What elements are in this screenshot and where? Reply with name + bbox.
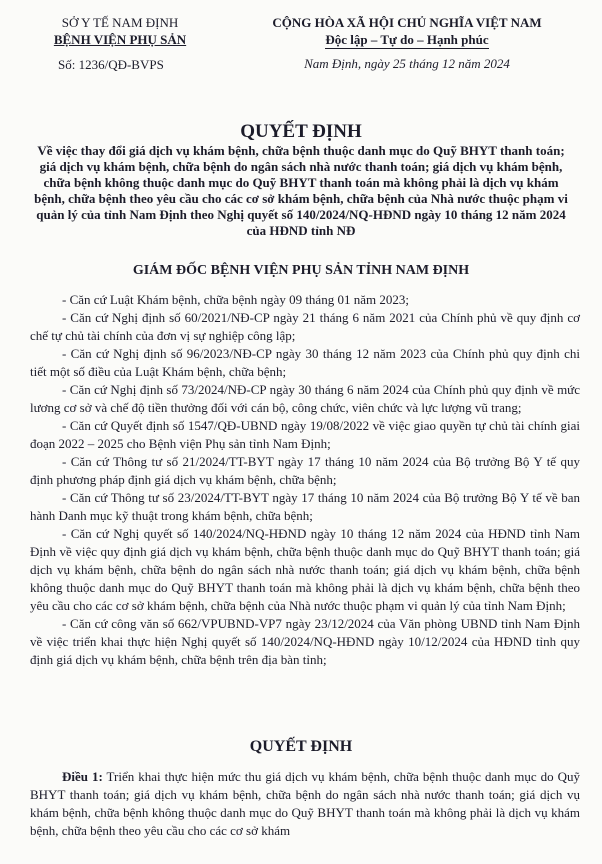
legal-basis [30, 291, 580, 669]
basis-item: - Căn cứ Nghị định số 60/2021/NĐ-CP ngày 21 tháng 6 năm 2021 của Chính phủ về quy định cơ chế tự chủ tài chính của đơn vị sự nghiệp công lập; [30, 310, 580, 343]
basis-item: - Căn cứ công văn số 662/VPUBND-VP7 ngày 23/12/2024 của Văn phòng UBND tỉnh Nam Định về việc triển khai thực hiện Nghị quyết số 140/2024/NQ-HĐND ngày 10/12/2024 của HĐND tỉnh quy định giá dịch vụ khám bệnh, chữa bệnh trên địa bàn tỉnh; [30, 616, 580, 667]
basis-item: - Căn cứ Nghị quyết số 140/2024/NQ-HĐND ngày 10 tháng 12 năm 2024 của HĐND tỉnh Nam Định về việc quy định giá dịch vụ khám bệnh, chữa bệnh thuộc danh mục do Quỹ BHYT thanh toán; giá dịch vụ khám bệnh, chữa bệnh do ngân sách nhà nước thanh toán; giá dịch vụ khám bệnh, chữa bệnh không thuộc danh mục do Quỹ BHYT thanh toán mà không phải là dịch vụ khám bệnh, chữa bệnh theo yêu cầu cho các cơ sở khám bệnh, chữa bệnh của Nhà nước thuộc phạm vi quản lý của tỉnh Nam Định; [30, 526, 580, 613]
nation-name: CỘNG HÒA XÃ HỘI CHỦ NGHĨA VIỆT NAM [272, 15, 542, 30]
article-label: Điều 1: [62, 769, 103, 784]
article-paragraph [30, 768, 580, 840]
article-text: Triển khai thực hiện mức thu giá dịch vụ khám bệnh, chữa bệnh thuộc danh mục do Quỹ BHYT thanh toán; giá dịch vụ khám bệnh, chữa bệnh do ngân sách nhà nước thanh toán; giá dịch vụ khám bệnh, chữa bệnh không thuộc danh mục do Quỹ BHYT thanh toán mà không phải là dịch vụ khám bệnh, chữa bệnh theo yêu cầu cho các cơ sở khám [30, 769, 580, 838]
basis-item: - Căn cứ Thông tư số 23/2024/TT-BYT ngày 17 tháng 10 năm 2024 của Bộ trưởng Bộ Y tế về ban hành Danh mục kỹ thuật trong khám bệnh, chữa bệnh; [30, 490, 580, 523]
basis-item: - Căn cứ Luật Khám bệnh, chữa bệnh ngày 09 tháng 01 năm 2023; [62, 292, 409, 307]
organization-name: BỆNH VIỆN PHỤ SẢN [53, 32, 187, 47]
document-number: Số: 1236/QĐ-BVPS [58, 57, 164, 72]
decision-heading: QUYẾT ĐỊNH [249, 738, 353, 755]
document-title: QUYẾT ĐỊNH [240, 121, 362, 142]
document-subject: Về việc thay đổi giá dịch vụ khám bệnh, chữa bệnh thuộc danh mục do Quỹ BHYT thanh toán; giá dịch vụ khám bệnh, chữa bệnh do ngân sách nhà nước thanh toán; giá dịch vụ khám bệnh, chữa bệnh không thuộc danh mục do Quỹ BHYT thanh toán mà không phải là dịch vụ khám bệnh, chữa bệnh theo yêu cầu cho các cơ sở khám bệnh, chữa bệnh của Nhà nước thuộc phạm vi quản lý của tỉnh Nam Định theo Nghị quyết số 140/2024/NQ-HĐND ngày 10 tháng 12 năm 2024 của HĐND tỉnh NĐ [34, 143, 568, 238]
article-1 [30, 768, 580, 840]
issuing-authority [20, 14, 220, 73]
basis-item: - Căn cứ Nghị định số 96/2023/NĐ-CP ngày 30 tháng 12 năm 2023 của Chính phủ quy định chi tiết một số điều của Luật Khám bệnh, chữa bệnh; [30, 346, 580, 379]
motto-text: Độc lập – Tự do – Hạnh phúc [325, 32, 489, 47]
national-heading [222, 14, 592, 72]
basis-item: - Căn cứ Thông tư số 21/2024/TT-BYT ngày 17 tháng 10 năm 2024 của Bộ trưởng Bộ Y tế quy định phương pháp định giá dịch vụ khám bệnh, chữa bệnh; [30, 454, 580, 487]
place-date: Nam Định, ngày 25 tháng 12 năm 2024 [304, 56, 510, 71]
basis-item: - Căn cứ Quyết định số 1547/QĐ-UBND ngày 19/08/2022 về việc giao quyền tự chủ tài chính giai đoạn 2022 – 2025 cho Bệnh viện Phụ sản tỉnh Nam Định; [30, 418, 580, 451]
basis-item: - Căn cứ Nghị định số 73/2024/NĐ-CP ngày 30 tháng 6 năm 2024 của Chính phủ quy định về mức lương cơ sở và chế độ tiền thưởng đối với cán bộ, công chức, viên chức và lực lượng vũ trang; [30, 382, 580, 415]
parent-organization: SỞ Y TẾ NAM ĐỊNH [61, 15, 179, 30]
national-motto [222, 31, 592, 48]
director-heading: GIÁM ĐỐC BỆNH VIỆN PHỤ SẢN TỈNH NAM ĐỊNH [132, 263, 470, 278]
